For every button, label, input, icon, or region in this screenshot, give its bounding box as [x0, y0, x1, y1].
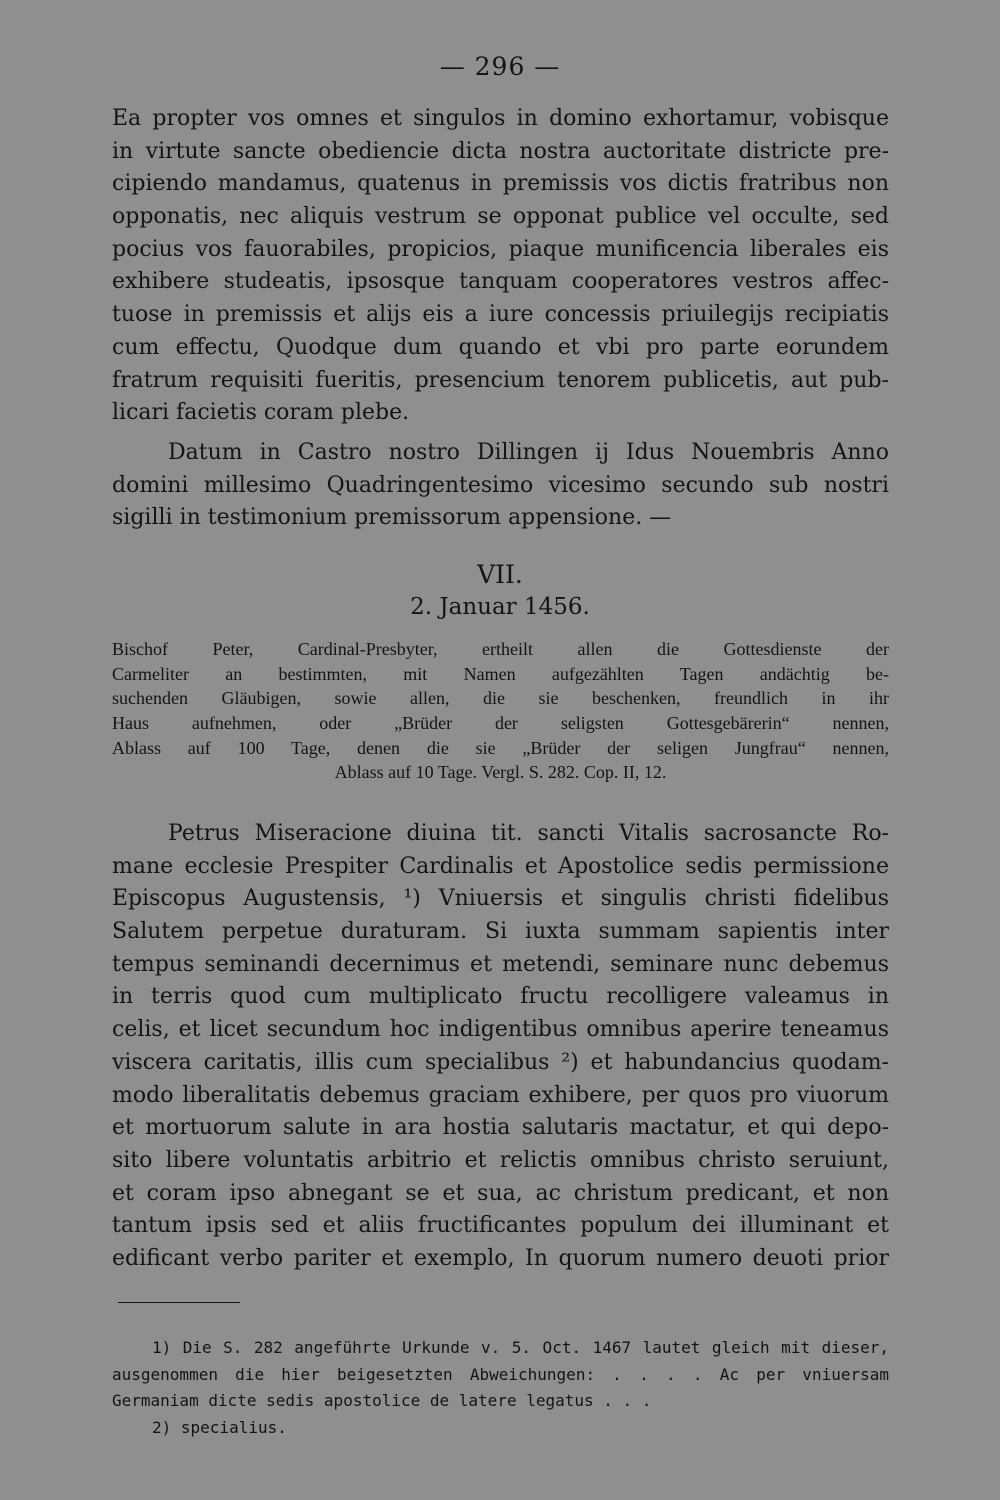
text-line: Datum in Castro nostro Dillingen ij Idus Nouembris Anno	[168, 440, 889, 465]
paragraph-petrus	[112, 818, 889, 1276]
paragraph-exhortation	[112, 103, 889, 430]
text-line: Episcopus Augustensis, ¹) Vniuersis et singulis christi fidelibus	[112, 886, 889, 912]
text-line: Salutem perpetue duraturam. Si iuxta summam sapientis inter	[112, 919, 889, 945]
summary-line: Haus aufnehmen, oder „Brüder der seligsten Gottesgebärerin“ nennen,	[112, 713, 889, 734]
page-number: — 296 —	[439, 52, 561, 81]
text-line: Petrus Miseracione diuina tit. sancti Vitalis sacrosancte Ro-	[168, 821, 889, 846]
chapter-number: VII.	[477, 560, 523, 589]
chapter-date: 2. Januar 1456.	[410, 594, 590, 620]
footnote-line: 2) specialius.	[152, 1417, 287, 1437]
text-line: in terris quod cum multiplicato fructu recolligere valeamus in	[112, 984, 889, 1010]
text-line: fratrum requisiti fueritis, presencium tenorem publicetis, aut pub-	[112, 367, 889, 393]
summary-line: Ablass auf 100 Tage, denen die sie „Brüder der seligen Jungfrau“ nennen,	[112, 737, 889, 758]
footnote-divider	[118, 1302, 240, 1303]
text-line: sigilli in testimonium premissorum appensione. —	[112, 505, 672, 531]
text-line: sito libere voluntatis arbitrio et relictis omnibus christo seruiunt,	[112, 1147, 889, 1173]
text-line: viscera caritatis, illis cum specialibus ²) et habundancius quodam-	[112, 1049, 889, 1075]
summary-line: Ablass auf 10 Tage. Vergl. S. 282. Cop. II, 12.	[334, 762, 667, 783]
text-line: cum effectu, Quodque dum quando et vbi pro parte eorundem	[112, 334, 889, 360]
text-line: celis, et licet secundum hoc indigentibus omnibus aperire teneamus	[112, 1017, 889, 1043]
text-line: opponatis, nec aliquis vestrum se opponat publice vel occulte, sed	[112, 204, 889, 230]
text-line: modo liberalitatis debemus graciam exhibere, per quos pro viuorum	[112, 1082, 889, 1108]
footnote-line: 1) Die S. 282 angeführte Urkunde v. 5. Oct. 1467 lautet gleich mit dieser,	[152, 1338, 889, 1357]
text-line: pocius vos fauorabiles, propicios, piaque munificencia liberales eis	[112, 236, 889, 262]
chapter-summary	[112, 637, 889, 785]
text-line: licari facietis coram plebe.	[112, 400, 410, 426]
text-line: tuose in premissis et alijs eis a iure concessis priuilegijs recipiatis	[112, 302, 889, 328]
text-line: exhibere studeatis, ipsosque tanquam cooperatores vestros affec-	[112, 269, 889, 295]
text-line: domini millesimo Quadringentesimo vicesimo secundo sub nostri	[112, 472, 889, 498]
text-line: tantum ipsis sed et aliis fructificantes populum dei illuminant et	[112, 1213, 889, 1239]
paragraph-datum	[112, 437, 889, 535]
summary-line: Carmeliter an bestimmten, mit Namen aufgezählten Tagen andächtig be-	[112, 663, 889, 684]
footnotes	[112, 1335, 889, 1441]
summary-line: suchenden Gläubigen, sowie allen, die sie beschenken, freundlich in ihr	[112, 688, 889, 709]
text-line: cipiendo mandamus, quatenus in premissis vos dictis fratribus non	[112, 171, 889, 197]
text-line: et mortuorum salute in ara hostia salutaris mactatur, et qui depo-	[112, 1115, 889, 1141]
text-line: edificant verbo pariter et exemplo, In quorum numero deuoti prior	[112, 1245, 889, 1271]
text-line: Ea propter vos omnes et singulos in domino exhortamur, vobisque	[112, 106, 889, 131]
summary-line: Bischof Peter, Cardinal-Presbyter, ertheilt allen die Gottesdienste der	[112, 639, 889, 659]
footnote-line: ausgenommen die hier beigesetzten Abweichungen: . . . . Ac per vniuersam	[112, 1364, 889, 1384]
text-line: tempus seminandi decernimus et metendi, seminare nunc debemus	[112, 951, 889, 977]
footnote-line: Germaniam dicte sedis apostolice de latere legatus . . .	[112, 1391, 652, 1410]
text-line: et coram ipso abnegant se et sua, ac christum predicant, et non	[112, 1180, 889, 1206]
text-line: in virtute sancte obediencie dicta nostra auctoritate districte pre-	[112, 138, 889, 164]
text-line: mane ecclesie Prespiter Cardinalis et Apostolice sedis permissione	[112, 853, 889, 879]
